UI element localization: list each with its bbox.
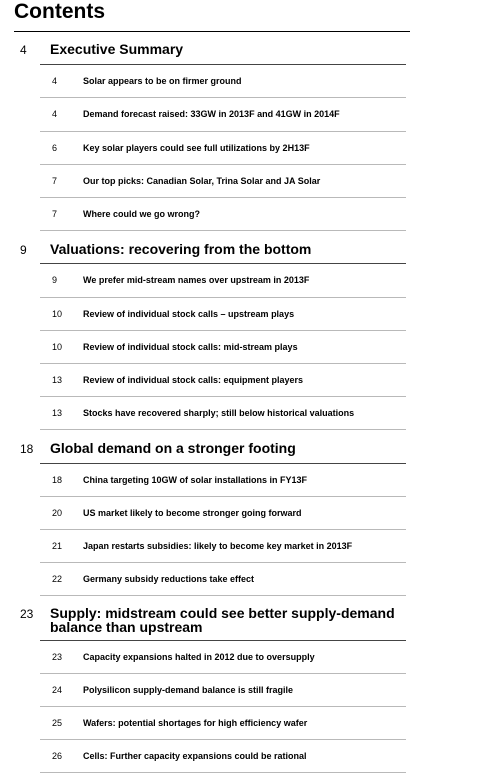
item-page-number: 13 <box>52 408 63 418</box>
toc-item[interactable] <box>0 197 410 231</box>
item-title[interactable]: US market likely to become stronger going forward <box>83 508 302 518</box>
section-title[interactable]: Valuations: recovering from the bottom <box>50 241 312 257</box>
item-title[interactable]: Review of individual stock calls: mid-stream plays <box>83 342 298 352</box>
toc-item[interactable] <box>0 562 410 596</box>
toc-item[interactable] <box>0 97 410 131</box>
item-page-number: 10 <box>52 342 63 352</box>
item-page-number: 7 <box>52 176 58 186</box>
item-page-number: 18 <box>52 475 63 485</box>
toc-item[interactable] <box>0 363 410 397</box>
toc-item[interactable] <box>0 463 410 497</box>
item-page-number: 20 <box>52 508 63 518</box>
item-title[interactable]: We prefer mid-stream names over upstream in 2013F <box>83 275 310 285</box>
toc-item[interactable] <box>0 706 410 740</box>
toc-item[interactable] <box>0 496 410 530</box>
toc-item[interactable] <box>0 330 410 364</box>
toc-item[interactable] <box>0 529 410 563</box>
section-title[interactable]: Executive Summary <box>50 41 184 57</box>
item-page-number: 25 <box>52 718 63 728</box>
item-title[interactable]: Review of individual stock calls: equipment players <box>83 375 304 385</box>
toc-item[interactable] <box>0 164 410 198</box>
item-title[interactable]: China targeting 10GW of solar installations in FY13F <box>83 475 308 485</box>
item-divider <box>40 772 406 773</box>
item-divider <box>40 429 406 430</box>
item-page-number: 4 <box>52 76 58 86</box>
toc-item[interactable] <box>0 263 410 297</box>
section-page-number: 9 <box>20 243 27 257</box>
item-page-number: 6 <box>52 143 58 153</box>
item-title[interactable]: Capacity expansions halted in 2012 due to oversupply <box>83 652 315 662</box>
toc-item[interactable] <box>0 297 410 331</box>
item-title[interactable]: Cells: Further capacity expansions could be rational <box>83 751 307 761</box>
item-title[interactable]: Wafers: potential shortages for high efficiency wafer <box>83 718 308 728</box>
item-page-number: 10 <box>52 309 63 319</box>
item-title[interactable]: Review of individual stock calls – upstream plays <box>83 309 295 319</box>
title-rule <box>14 31 410 32</box>
item-page-number: 26 <box>52 751 63 761</box>
toc-item[interactable] <box>0 64 410 98</box>
toc-item[interactable] <box>0 640 410 674</box>
item-page-number: 7 <box>52 209 58 219</box>
item-divider <box>40 595 406 596</box>
section-title[interactable]: Supply: midstream could see better supply-demand balance than upstream <box>50 605 395 635</box>
item-page-number: 9 <box>52 275 58 285</box>
item-page-number: 21 <box>52 541 63 551</box>
item-page-number: 4 <box>52 109 58 119</box>
item-page-number: 22 <box>52 574 63 584</box>
section-title[interactable]: Global demand on a stronger footing <box>50 440 296 456</box>
section-page-number: 23 <box>20 607 34 621</box>
toc-item[interactable] <box>0 673 410 707</box>
item-title[interactable]: Polysilicon supply-demand balance is still fragile <box>83 685 294 695</box>
item-title[interactable]: Solar appears to be on firmer ground <box>83 76 242 86</box>
section-page-number: 18 <box>20 442 34 456</box>
page-title: Contents <box>14 0 105 23</box>
item-title[interactable]: Key solar players could see full utilizations by 2H13F <box>83 143 310 153</box>
item-title[interactable]: Stocks have recovered sharply; still below historical valuations <box>83 408 355 418</box>
item-title[interactable]: Demand forecast raised: 33GW in 2013F and 41GW in 2014F <box>83 109 340 119</box>
item-title[interactable]: Our top picks: Canadian Solar, Trina Solar and JA Solar <box>83 176 321 186</box>
item-title[interactable]: Japan restarts subsidies: likely to become key market in 2013F <box>83 541 353 551</box>
section-page-number: 4 <box>20 43 27 57</box>
toc-item[interactable] <box>0 131 410 165</box>
item-page-number: 13 <box>52 375 63 385</box>
item-page-number: 23 <box>52 652 63 662</box>
toc-item[interactable] <box>0 396 410 430</box>
item-title[interactable]: Germany subsidy reductions take effect <box>83 574 255 584</box>
item-page-number: 24 <box>52 685 63 695</box>
item-title[interactable]: Where could we go wrong? <box>83 209 200 219</box>
toc-item[interactable] <box>0 739 410 773</box>
item-divider <box>40 230 406 231</box>
